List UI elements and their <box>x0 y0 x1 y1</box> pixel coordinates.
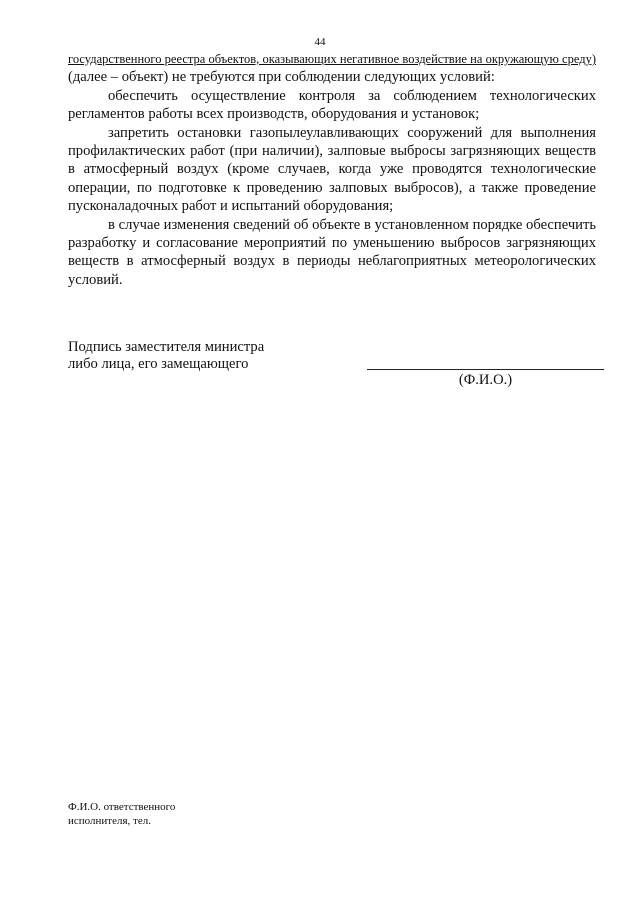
signature-fio-caption: (Ф.И.О.) <box>458 372 513 388</box>
document-body <box>68 50 596 289</box>
footer-line2: исполнителя, тел. <box>68 815 151 827</box>
paragraph-measures: в случае изменения сведений об объекте в установленном порядке обеспечить разработку и согласование мероприятий по уменьшению выбросов загрязняющих веществ в атмосферный воздух в периоды неблагоприятных метеорологических условий. <box>68 216 596 288</box>
paragraph-conditions-text: (далее – объект) не требуются при соблюдении следующих условий: <box>68 69 495 86</box>
page-number: 44 <box>314 36 326 48</box>
signature-label <box>68 339 264 373</box>
footer-line1: Ф.И.О. ответственного <box>68 801 176 813</box>
signature-line <box>367 369 604 370</box>
underlined-fragment: государственного реестра объектов, оказывающих негативное воздействие на окружающую среду) <box>68 52 596 66</box>
paragraph-control: обеспечить осуществление контроля за соблюдением технологических регламентов работы всех производств, оборудования и установок; <box>68 87 596 123</box>
signature-label-line1: Подпись заместителя министра <box>68 339 265 355</box>
paragraph-conditions <box>68 50 596 87</box>
paragraph-prohibit: запретить остановки газопылеулавливающих сооружений для выполнения профилактических работ (при наличии), залповые выбросы загрязняющих веществ в атмосферный воздух (кроме случаев, когда уже проводятся технологические операции, по подготовке к проведению залповых выбросов), а также проведение пусконаладочных работ и испытаний оборудования; <box>68 124 596 215</box>
signature-label-line2: либо лица, его замещающего <box>68 356 249 372</box>
footer-executor <box>68 800 175 828</box>
